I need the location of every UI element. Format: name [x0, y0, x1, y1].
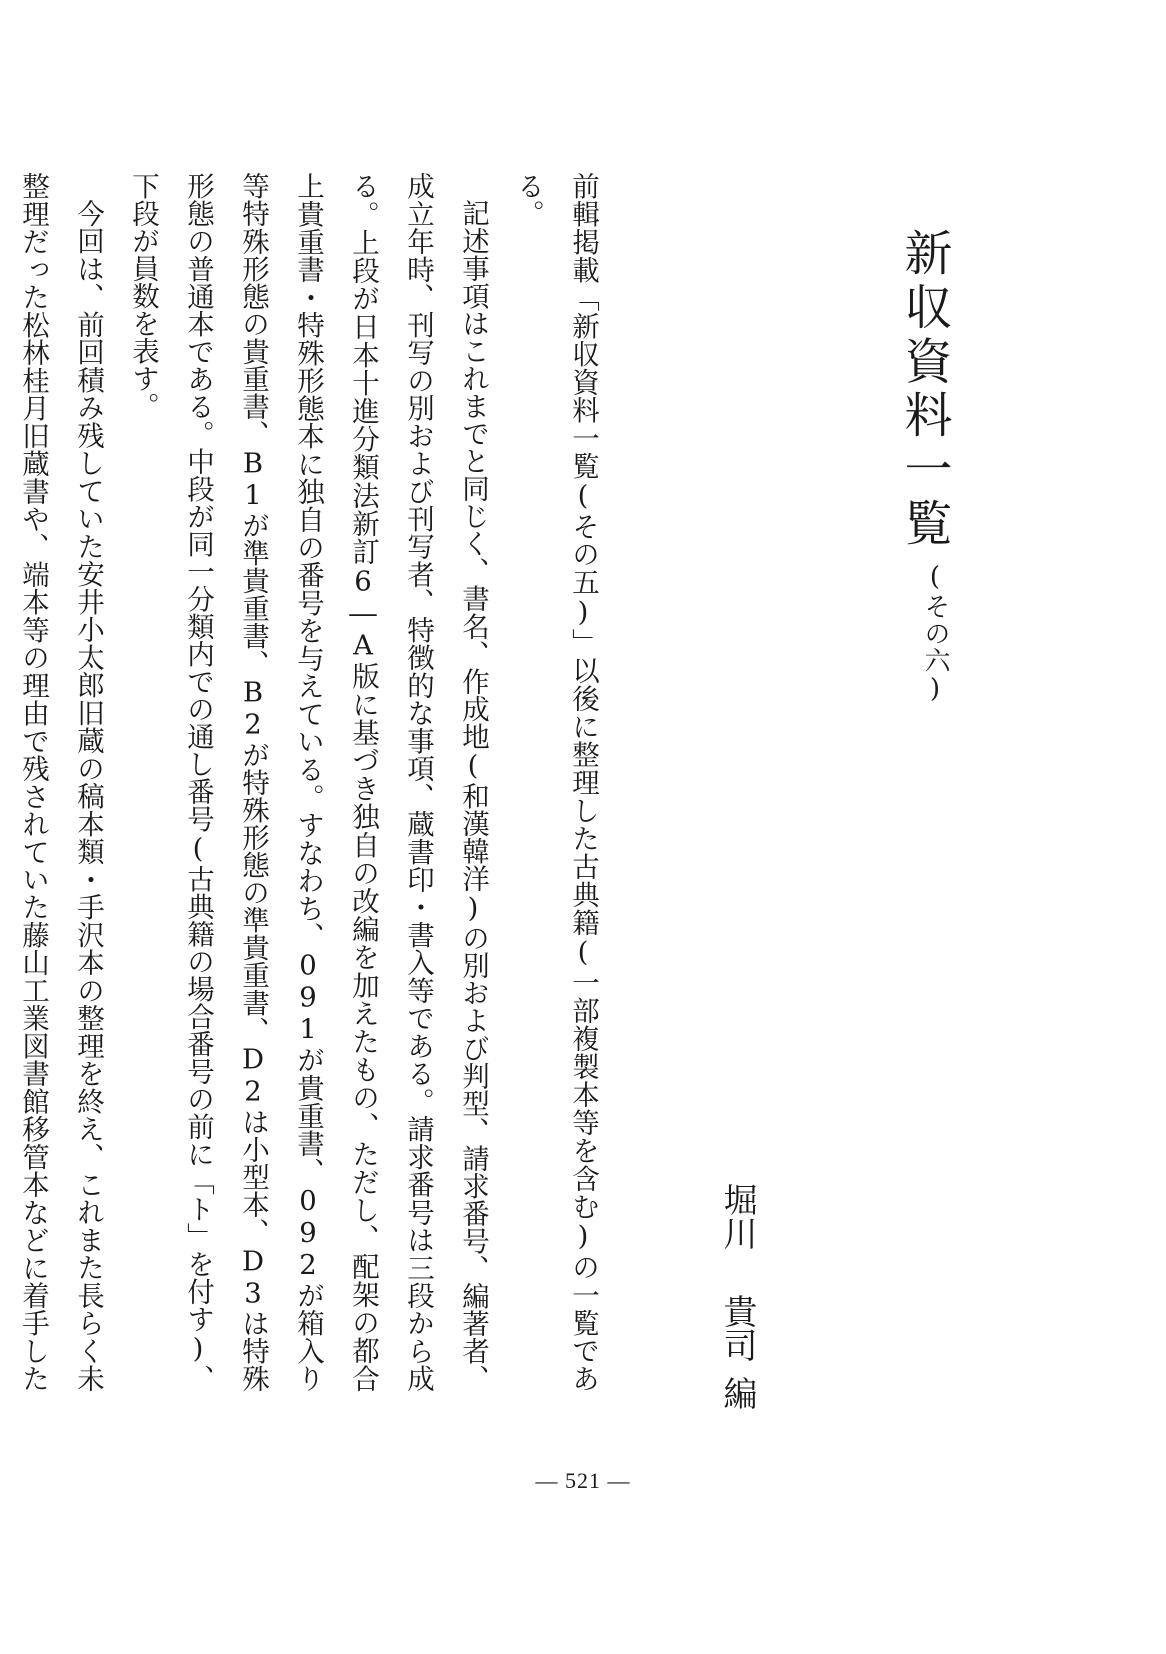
paragraph-current-text: 今回は、前回積み残していた安井小太郎旧蔵の稿本類・手沢本の整理を終え、これまた長らく未整理だった松林桂月旧蔵書や、端本等の理由で残されていた藤山工業図書館移管本などに着手した	[17, 172, 104, 1392]
title-block	[896, 228, 952, 705]
paragraph-intro: 前輯掲載「新収資料一覧(その五)」以後に整理した古典籍(一部複製本等を含む)の一覧である。	[512, 172, 599, 1393]
author-given-name: 貴司	[717, 1294, 757, 1362]
paragraph-description-text: 記述事項はこれまでと同じく、書名、作成地(和漢韓洋)の別および判型、請求番号、編著者、成立年時、刊写の別および刊写者、特徴的な事項、蔵書印・書入等である。請求番号は三段から成る。上段が日本十進分類法新訂6―A版に基づき独自の改編を加えたもの、ただし、配架の都合上貴重書・特殊形態本に独自の番号を与えている。すなわち、091が貴重書、092が箱入り等特殊形態の貴重書、B1が準貴重書、B2が特殊形態の準貴重書、D2は小型本、D3は特殊形態の普通本である。中段が同一分類内での通し番号(古典籍の場合番号の前に「ト」を付す)、下段が員数を表す。	[127, 172, 489, 1392]
paragraph-description	[115, 172, 500, 1392]
author-family-name: 堀川	[717, 1182, 757, 1250]
page-title: 新収資料一覧	[896, 228, 952, 552]
author-block	[717, 1182, 757, 1442]
body-text	[0, 172, 610, 1392]
page-number: ― 521 ―	[535, 1468, 631, 1493]
page-subtitle: (その六)	[920, 562, 950, 705]
author-role: 編	[717, 1376, 757, 1410]
paragraph-current	[0, 172, 115, 1392]
